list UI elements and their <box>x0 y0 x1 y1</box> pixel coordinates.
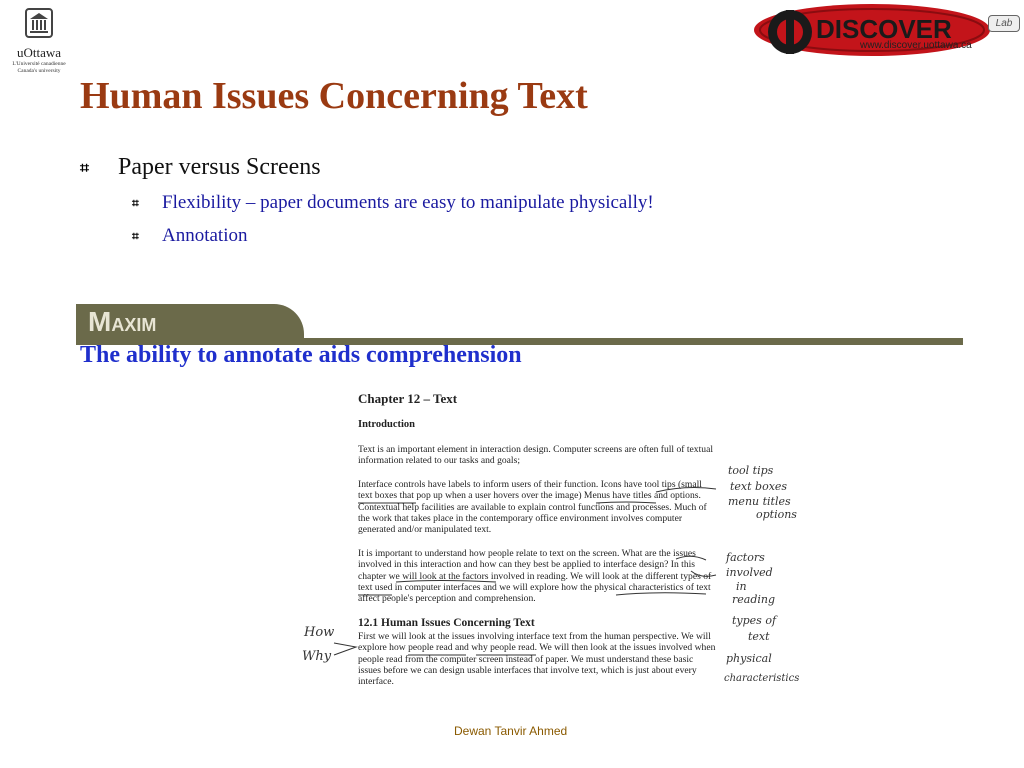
hash-bullet-icon: ⌗ <box>80 157 90 177</box>
sub-bullet-flexibility <box>132 192 654 214</box>
hash-bullet-icon: ⌗ <box>132 195 139 210</box>
footer-author: Dewan Tanvir Ahmed <box>454 724 568 738</box>
handwritten-note: tool tips <box>728 464 774 477</box>
handwritten-note: text boxes <box>730 480 788 493</box>
handwritten-note: characteristics <box>724 673 800 684</box>
annotated-page-image <box>296 385 806 695</box>
scan-paragraph-3: It is important to understand how people relate to text on the screen. What are the issues involved in this interaction and how can they best be applied to interface design? In this chapter we will look at the factors involved in reading. We will look at the different types of text used in computer interfaces and we will explore how the physical characteristics of text affect people's perception and comprehension. <box>358 548 712 605</box>
handwritten-note: physical <box>726 652 772 665</box>
maxim-label <box>88 306 156 338</box>
handwritten-note: types of <box>732 614 777 627</box>
discover-url: www.discover.uottawa.ca <box>860 40 972 51</box>
uottawa-name: uOttawa <box>16 45 62 60</box>
handwritten-note: in <box>736 580 747 593</box>
sub-bullet-text: Annotation <box>162 225 248 246</box>
handwritten-note: reading <box>732 593 776 606</box>
handwritten-note: How <box>304 625 335 640</box>
bullet-paper-vs-screens <box>80 154 321 181</box>
uottawa-subline-fr: L'Université canadienne <box>12 61 66 67</box>
hash-bullet-icon: ⌗ <box>132 228 139 243</box>
scan-section-heading: 12.1 Human Issues Concerning Text <box>358 617 535 629</box>
handwritten-note: factors <box>726 551 765 564</box>
intro-heading: Introduction <box>358 419 415 430</box>
scan-paragraph-4: First we will look at the issues involving interface text from the human perspective. We will explore how people read and why people read. We will then look at the issues involved when people read from the computer screen instead of paper. We must understand these basic issues before we can design usable interfaces that involve text, which is just about every interface. <box>358 631 716 688</box>
sub-bullet-text: Flexibility – paper documents are easy to manipulate physically! <box>162 192 654 213</box>
maxim-statement: The ability to annotate aids comprehension <box>80 342 522 368</box>
handwritten-note: involved <box>726 566 773 579</box>
scan-paragraph-2: Interface controls have labels to inform users of their function. Icons have tool tips (small text boxes that pop up when a user hovers over the image) Menus have titles and options. Contextual help facilities are available to explain control functions and processes. Much of the work that takes place in the contemporary office environment involves computer generated and/or manipulated text. <box>358 479 707 536</box>
handwritten-note: options <box>756 508 797 521</box>
handwritten-note: menu titles <box>728 495 791 508</box>
handwritten-note: Why <box>302 649 332 664</box>
slide-title: Human Issues Concerning Text <box>80 75 588 117</box>
lab-badge: Lab <box>988 15 1020 32</box>
chapter-heading: Chapter 12 – Text <box>358 391 458 406</box>
maxim-label-initial: M <box>88 306 112 337</box>
bullet-text: Paper versus Screens <box>118 154 321 180</box>
discover-lab-logo <box>752 2 1020 62</box>
uottawa-logo <box>8 8 70 80</box>
maxim-label-rest: AXIM <box>111 315 157 335</box>
university-building-icon <box>25 8 53 38</box>
scan-paragraph-1: Text is an important element in interaction design. Computer screens are often full of textual information related to our tasks and goals; <box>358 444 713 467</box>
svg-text:DISCOVER: DISCOVER <box>816 14 952 44</box>
handwritten-note: text <box>748 630 770 643</box>
discover-emblem-icon <box>752 2 1002 62</box>
uottawa-subline-en: Canada's university <box>17 68 61 74</box>
sub-bullet-annotation <box>132 225 248 247</box>
